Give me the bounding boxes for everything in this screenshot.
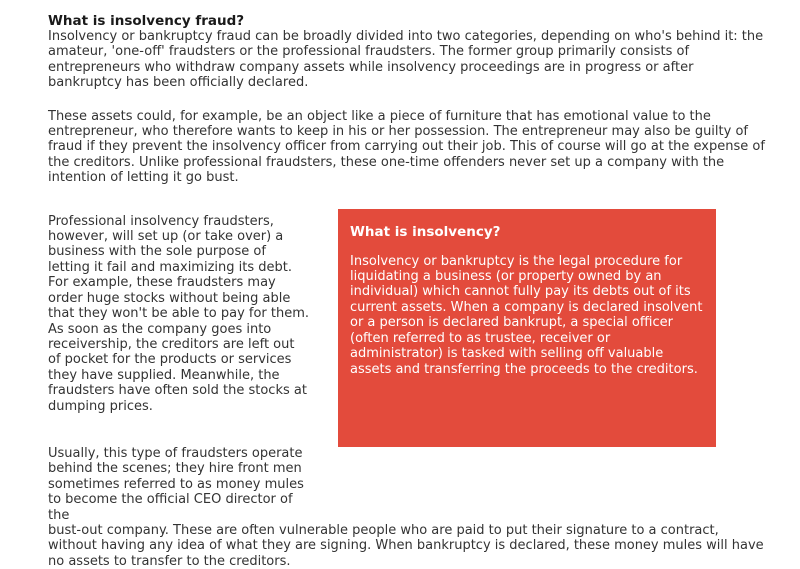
paragraph-intro: Insolvency or bankruptcy fraud can be broadly divided into two categories, depending on who's behind it: the amateur, 'one-off' fraudsters or the professional fraudsters. The former group primarily consists of entrepreneurs who withdraw company assets while insolvency proceedings are in progress or after bankruptcy has been officially declared. xyxy=(48,29,764,91)
insolvency-infobox xyxy=(338,209,716,447)
article-heading: What is insolvency fraud? xyxy=(48,13,245,29)
paragraph-money-mules-start: Usually, this type of fraudsters operate behind the scenes; they hire front men sometimes referred to as money mules to become the official CEO director of the xyxy=(48,445,304,523)
two-column-section xyxy=(48,214,766,523)
infobox-body: Insolvency or bankruptcy is the legal procedure for liquidating a business (or property owned by an individual) which cannot fully pay its debts out of its current assets. When a company is declared insolvent or a person is declared bankrupt, a special officer (often referred to as trustee, receiver or administrator) is tasked with selling off valuable assets and transferring the proceeds to the creditors. xyxy=(350,253,703,377)
infobox-title: What is insolvency? xyxy=(350,223,501,240)
paragraph-money-mules-end: bust-out company. These are often vulnerable people who are paid to put their signature to a contract, without having any idea of what they are signing. When bankruptcy is declared, these money mules will have no assets to transfer to the creditors. xyxy=(48,522,764,569)
article xyxy=(48,0,766,569)
paragraph-professional-fraudsters: Professional insolvency fraudsters, however, will set up (or take over) a business with the sole purpose of letting it fail and maximizing its debt. For example, these fraudsters may order huge stocks without being able that they won't be able to pay for them. As soon as the company goes into receivership, the creditors are left out of pocket for the products or services they have supplied. Meanwhile, the fraudsters have often sold the stocks at dumping prices. xyxy=(48,213,310,414)
paragraph-one-off-fraudsters: These assets could, for example, be an object like a piece of furniture that has emotional value to the entrepreneur, who therefore wants to keep in his or her possession. The entrepreneur may also be guilty of fraud if they prevent the insolvency officer from carrying out their job. This of course will go at the expense of the creditors. Unlike professional fraudsters, these one-time offenders never set up a company with the intention of letting it go bust. xyxy=(48,108,765,186)
left-column xyxy=(48,214,310,414)
